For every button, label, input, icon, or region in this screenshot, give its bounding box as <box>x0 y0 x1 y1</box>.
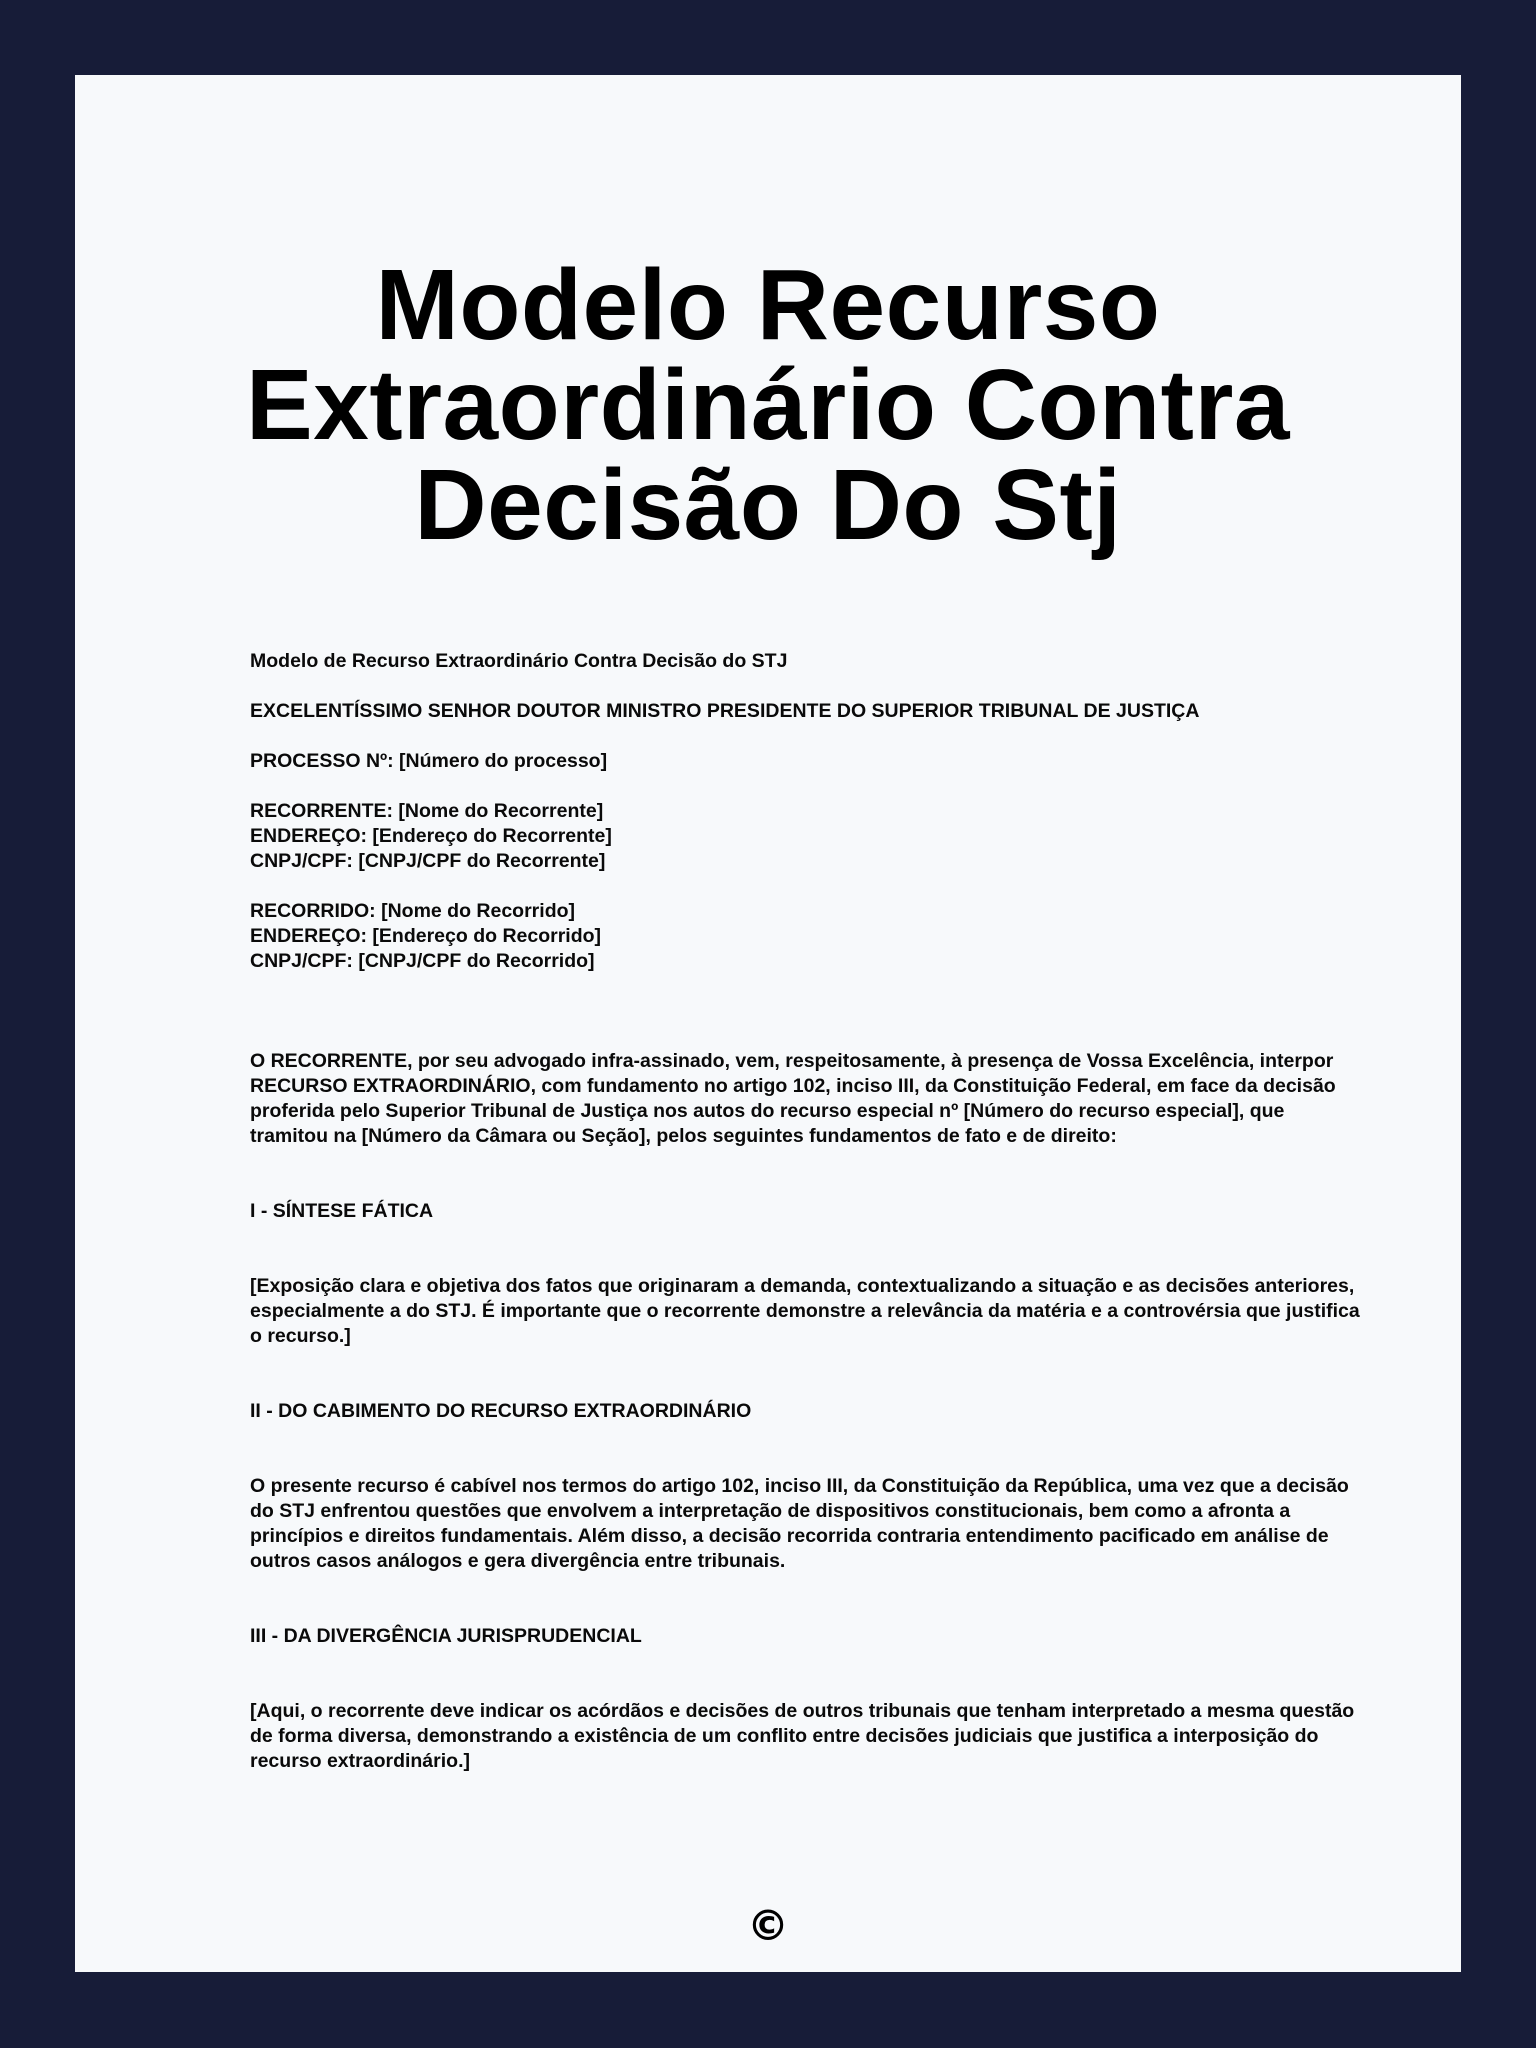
document-subtitle: Modelo de Recurso Extraordinário Contra Decisão do STJ <box>250 650 788 672</box>
recorrente-name: RECORRENTE: [Nome do Recorrente] <box>250 800 604 822</box>
document-body <box>250 649 1365 1774</box>
document-page <box>75 75 1461 1972</box>
recorrente-doc: CNPJ/CPF: [CNPJ/CPF do Recorrente] <box>250 850 606 872</box>
intro-paragraph: O RECORRENTE, por seu advogado infra-assinado, vem, respeitosamente, à presença de Vossa Excelência, interpor RECURSO EXTRAORDINÁRIO, com fundamento no artigo 102, inciso III, da Constituição Federal, em face da decisão proferida pelo Superior Tribunal de Justiça nos autos do recurso especial nº [Número do recurso especial], que tramitou na [Número da Câmara ou Seção], pelos seguintes fundamentos de fato e de direito: <box>250 1050 1336 1147</box>
section-body-1: [Exposição clara e objetiva dos fatos que originaram a demanda, contextualizando a situação e as decisões anteriores, especialmente a do STJ. É importante que o recorrente demonstre a relevância da matéria e a controvérsia que justifica o recurso.] <box>250 1275 1360 1347</box>
section-body-2: O presente recurso é cabível nos termos do artigo 102, inciso III, da Constituição da República, uma vez que a decisão do STJ enfrentou questões que envolvem a interpretação de dispositivos constitucionais, bem como a afronta a princípios e direitos fundamentais. Além disso, a decisão recorrida contraria entendimento pacificado em análise de outros casos análogos e gera divergência entre tribunais. <box>250 1475 1349 1572</box>
title-line-3: Decisão Do Stj <box>414 449 1122 561</box>
recorrente-block <box>250 799 1365 874</box>
section-body-3: [Aqui, o recorrente deve indicar os acórdãos e decisões de outros tribunais que tenham interpretado a mesma questão de forma diversa, demonstrando a existência de um conflito entre decisões judiciais que justifica a interposição do recurso extraordinário.] <box>250 1700 1355 1772</box>
recorrente-address: ENDEREÇO: [Endereço do Recorrente] <box>250 825 612 847</box>
title-line-1: Modelo Recurso <box>375 249 1161 361</box>
recorrido-name: RECORRIDO: [Nome do Recorrido] <box>250 900 576 922</box>
section-heading-2: II - DO CABIMENTO DO RECURSO EXTRAORDINÁRIO <box>250 1400 752 1422</box>
recorrido-address: ENDEREÇO: [Endereço do Recorrido] <box>250 925 602 947</box>
process-number: PROCESSO Nº: [Número do processo] <box>250 750 608 772</box>
recorrido-block <box>250 899 1365 974</box>
recorrido-doc: CNPJ/CPF: [CNPJ/CPF do Recorrido] <box>250 950 595 972</box>
section-heading-1: I - SÍNTESE FÁTICA <box>250 1200 434 1222</box>
title-line-2: Extraordinário Contra <box>246 349 1290 461</box>
addressee: EXCELENTÍSSIMO SENHOR DOUTOR MINISTRO PRESIDENTE DO SUPERIOR TRIBUNAL DE JUSTIÇA <box>250 700 1200 722</box>
document-title <box>75 249 1461 561</box>
section-heading-3: III - DA DIVERGÊNCIA JURISPRUDENCIAL <box>250 1625 642 1647</box>
copyright-icon: © <box>747 1901 789 1950</box>
